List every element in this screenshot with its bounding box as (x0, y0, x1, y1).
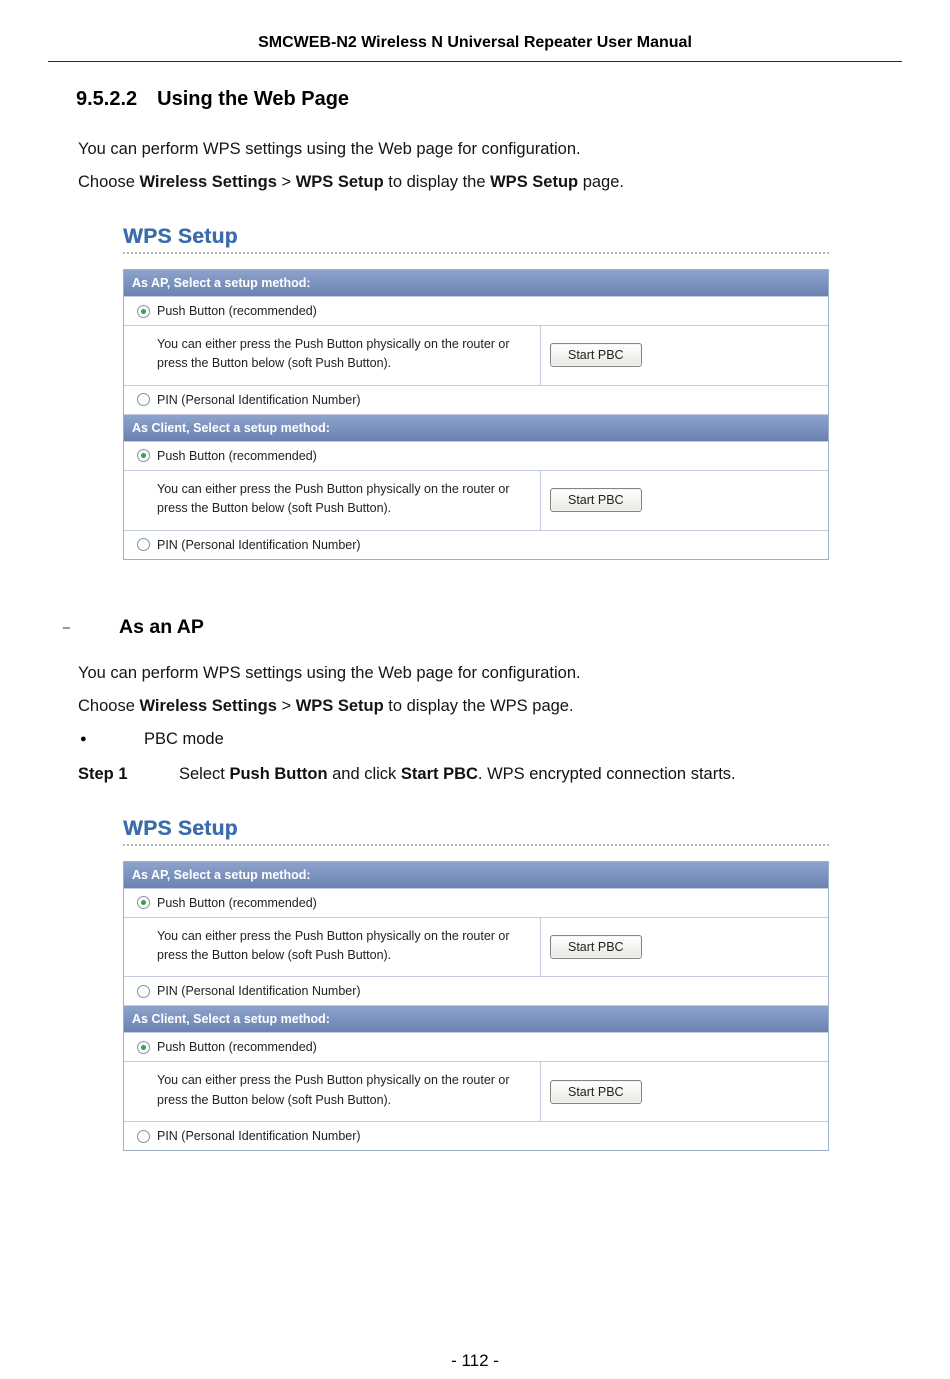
step-1-label: Step 1 (78, 764, 128, 783)
pbc-description: You can either press the Push Button physically on the router or press the Button below (soft Push Button). (124, 471, 541, 530)
pin-label: PIN (Personal Identification Number) (157, 537, 361, 552)
client-section-header-label: As Client, Select a setup method: (132, 1012, 330, 1027)
intro-paragraph-1: You can perform WPS settings using the Web page for configuration. (78, 140, 581, 158)
text-segment: Choose (78, 173, 140, 191)
bold-wireless-settings: Wireless Settings (139, 696, 277, 715)
bold-push-button: Push Button (229, 764, 328, 783)
start-pbc-button[interactable]: Start PBC (550, 1080, 642, 1104)
step-1-row (78, 758, 868, 791)
start-pbc-button[interactable]: Start PBC (550, 935, 642, 959)
ap-pbc-row (124, 917, 828, 977)
radio-selected-icon[interactable] (137, 305, 150, 318)
bold-wps-setup-page: WPS Setup (490, 173, 579, 191)
text-segment: > (276, 173, 296, 191)
pbc-button-cell (541, 918, 828, 977)
as-an-ap-heading: As an AP (119, 615, 204, 638)
ap-section-header-label: As AP, Select a setup method: (132, 867, 311, 882)
pbc-button-cell (541, 326, 828, 385)
ap-push-button-row (124, 296, 828, 325)
as-an-ap-heading-row (62, 616, 950, 639)
wps-setup-title: WPS Setup (123, 816, 238, 840)
bold-wps-setup: WPS Setup (295, 173, 384, 191)
push-button-label: Push Button (recommended) (157, 304, 317, 318)
pbc-description: You can either press the Push Button physically on the router or press the Button below (soft Push Button). (124, 1062, 541, 1121)
radio-unselected-icon[interactable] (137, 538, 150, 551)
client-section-header (124, 414, 828, 441)
text-segment: page. (578, 173, 624, 191)
dotted-divider (123, 844, 829, 846)
ap-section-header (124, 862, 828, 888)
as-ap-paragraph-2 (78, 690, 868, 723)
doc-header (48, 0, 902, 62)
client-pbc-row (124, 470, 828, 530)
text-segment: Choose (78, 696, 140, 715)
radio-selected-icon[interactable] (137, 896, 150, 909)
text-segment: > (276, 696, 296, 715)
pin-label: PIN (Personal Identification Number) (157, 392, 361, 407)
dotted-divider (123, 252, 829, 254)
push-button-label: Push Button (recommended) (157, 448, 317, 463)
pbc-mode-bullet-row (80, 723, 950, 758)
radio-unselected-icon[interactable] (137, 1130, 150, 1143)
section-number: 9.5.2.2 (76, 88, 138, 110)
client-push-button-row (124, 441, 828, 470)
wps-table (123, 269, 829, 560)
doc-header-title: SMCWEB-N2 Wireless N Universal Repeater User Manual (258, 34, 692, 51)
radio-selected-icon[interactable] (137, 1041, 150, 1054)
ap-push-button-row (124, 888, 828, 917)
dash-bullet: − (62, 619, 71, 637)
wps-setup-title: WPS Setup (123, 225, 238, 248)
push-button-label: Push Button (recommended) (157, 1040, 317, 1055)
bold-start-pbc: Start PBC (400, 764, 478, 783)
push-button-label: Push Button (recommended) (157, 895, 317, 910)
start-pbc-button[interactable]: Start PBC (550, 488, 642, 512)
step-1-text (179, 758, 868, 791)
pin-label: PIN (Personal Identification Number) (157, 1129, 361, 1143)
page-number: - 112 - (451, 1351, 499, 1370)
ap-section-header (124, 270, 828, 296)
text-segment: and click (327, 764, 401, 783)
pbc-mode-label: PBC mode (144, 729, 224, 748)
wps-setup-panel (123, 817, 829, 1152)
ap-pin-row (124, 976, 828, 1005)
start-pbc-button[interactable]: Start PBC (550, 343, 642, 367)
client-pbc-row (124, 1061, 828, 1121)
as-ap-paragraph-1: You can perform WPS settings using the Web page for configuration. (78, 663, 581, 682)
pbc-description: You can either press the Push Button physically on the router or press the Button below (soft Push Button). (124, 918, 541, 977)
wps-table (123, 861, 829, 1152)
section-title: Using the Web Page (157, 88, 350, 110)
ap-pbc-row (124, 325, 828, 385)
client-pin-row (124, 530, 828, 559)
bullet-icon: ● (80, 732, 87, 745)
radio-unselected-icon[interactable] (137, 393, 150, 406)
section-heading (76, 88, 950, 111)
client-pin-row (124, 1121, 828, 1150)
ap-pin-row (124, 385, 828, 414)
client-push-button-row (124, 1032, 828, 1061)
text-segment: to display the (383, 173, 491, 191)
pbc-description: You can either press the Push Button physically on the router or press the Button below (soft Push Button). (124, 326, 541, 385)
client-section-header-label: As Client, Select a setup method: (132, 420, 330, 435)
text-segment: Select (179, 764, 230, 783)
text-segment: . WPS encrypted connection starts. (477, 764, 736, 783)
wps-setup-panel (123, 225, 829, 560)
ap-section-header-label: As AP, Select a setup method: (132, 276, 311, 290)
client-section-header (124, 1005, 828, 1032)
intro-paragraph-2 (78, 166, 868, 199)
bold-wps-setup: WPS Setup (295, 696, 384, 715)
text-segment: to display the WPS page. (383, 696, 574, 715)
radio-unselected-icon[interactable] (137, 985, 150, 998)
bold-wireless-settings: Wireless Settings (139, 173, 277, 191)
pbc-button-cell (541, 471, 828, 530)
pin-label: PIN (Personal Identification Number) (157, 984, 361, 999)
radio-selected-icon[interactable] (137, 449, 150, 462)
pbc-button-cell (541, 1062, 828, 1121)
